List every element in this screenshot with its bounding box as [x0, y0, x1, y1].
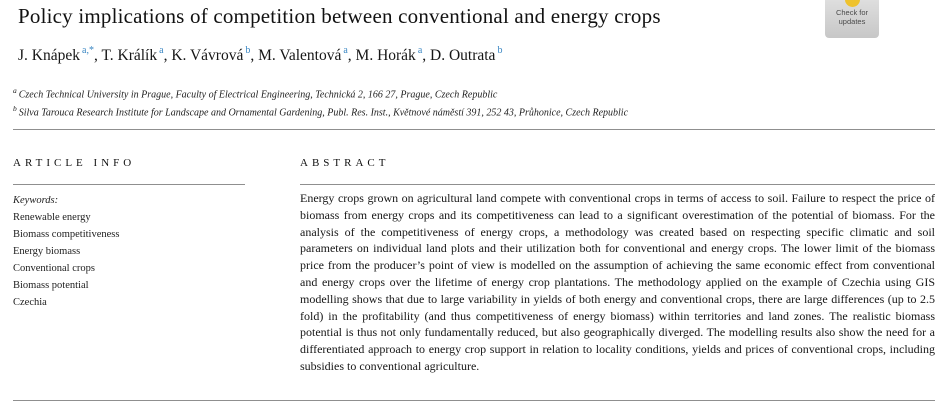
crossmark-icon — [845, 0, 860, 7]
author-name: D. Outrata — [430, 47, 496, 65]
author-affiliation-superscript: a — [343, 45, 348, 56]
author-affiliation-superscript: a,* — [82, 45, 94, 56]
author-name: J. Knápek — [18, 47, 80, 65]
author-affiliation-superscript: a — [417, 45, 423, 56]
keyword-item: Conventional crops — [13, 263, 95, 274]
divider-top — [13, 129, 935, 130]
badge-text-line1: Check for — [835, 8, 869, 17]
author — [18, 47, 101, 64]
author-name: T. Králík — [101, 47, 158, 65]
divider-bottom — [13, 400, 935, 401]
author-affiliation-superscript: b — [497, 45, 503, 56]
article-info-heading: ARTICLE INFO — [13, 157, 136, 169]
check-for-updates-badge[interactable] — [825, 0, 879, 38]
article-title: Policy implications of competition between conventional and energy crops — [18, 4, 661, 28]
keyword-item: Czechia — [13, 297, 47, 308]
author-name: M. Valentová — [258, 47, 342, 65]
abstract-text: Energy crops grown on agricultural land compete with conventional crops in terms of access to soil. Failure to respect the price of biomass from energy crops and its competitiveness can lead to a significant overestimation of the potential of biomass. For the analysis of the competitiveness of energy crops, a methodology was created based on respecting specific climatic and soil parameters on individual land plots and their utilization both for conventional and energy crops. The lower limit of the biomass price from the producer’s point of view is modelled on the assumption of achieving the same economic effect from conventional and energy crops over the lifetime of energy crop plantations. The methodology applied on the example of Czechia using GIS modelling shows that due to large variability in yields of both energy and conventional crops, there are large differences (up to 2.5 fold) in the profitability (and thus competitiveness of energy biomass) within territories and land zones. The realistic biomass potential is thus not only fundamentally reduced, but also geographically diverged. The modelling results also show the need for a differentiated approach to energy crop support in relation to locality conditions, yields and prices of conventional crops, including subsidies to conventional agriculture. — [300, 191, 935, 373]
affiliation-text: Silva Tarouca Research Institute for Landscape and Ornamental Gardening, Publ. Res. Inst., Květnové náměstí 391, 252 43, Průhonice, Czech Republic — [18, 107, 629, 119]
affiliation-a — [13, 84, 628, 102]
affiliation-superscript: b — [13, 104, 17, 114]
keyword-item: Biomass competitiveness — [13, 229, 120, 240]
keywords-label: Keywords: — [13, 195, 59, 206]
affiliation-text: Czech Technical University in Prague, Faculty of Electrical Engineering, Technická 2, 166 27, Prague, Czech Republic — [18, 89, 498, 101]
author — [171, 47, 258, 64]
keyword-item: Renewable energy — [13, 212, 91, 223]
affiliation-b — [13, 102, 628, 120]
divider-article-info — [13, 184, 245, 185]
author — [101, 47, 171, 64]
keyword-item: Biomass potential — [13, 280, 89, 291]
keywords-block — [13, 192, 119, 311]
badge-text-line2: updates — [838, 16, 866, 26]
author-affiliation-superscript: b — [245, 45, 251, 56]
author — [430, 47, 502, 64]
author-name: K. Vávrová — [171, 47, 244, 65]
author — [258, 47, 355, 64]
abstract-heading: ABSTRACT — [300, 157, 390, 169]
divider-abstract — [300, 184, 935, 185]
affiliation-superscript: a — [13, 86, 17, 95]
author-name: M. Horák — [355, 47, 416, 65]
author-list — [18, 46, 502, 65]
author — [356, 47, 430, 64]
author-affiliation-superscript: a — [159, 45, 164, 56]
keyword-item: Energy biomass — [13, 246, 81, 257]
affiliations — [13, 84, 628, 121]
